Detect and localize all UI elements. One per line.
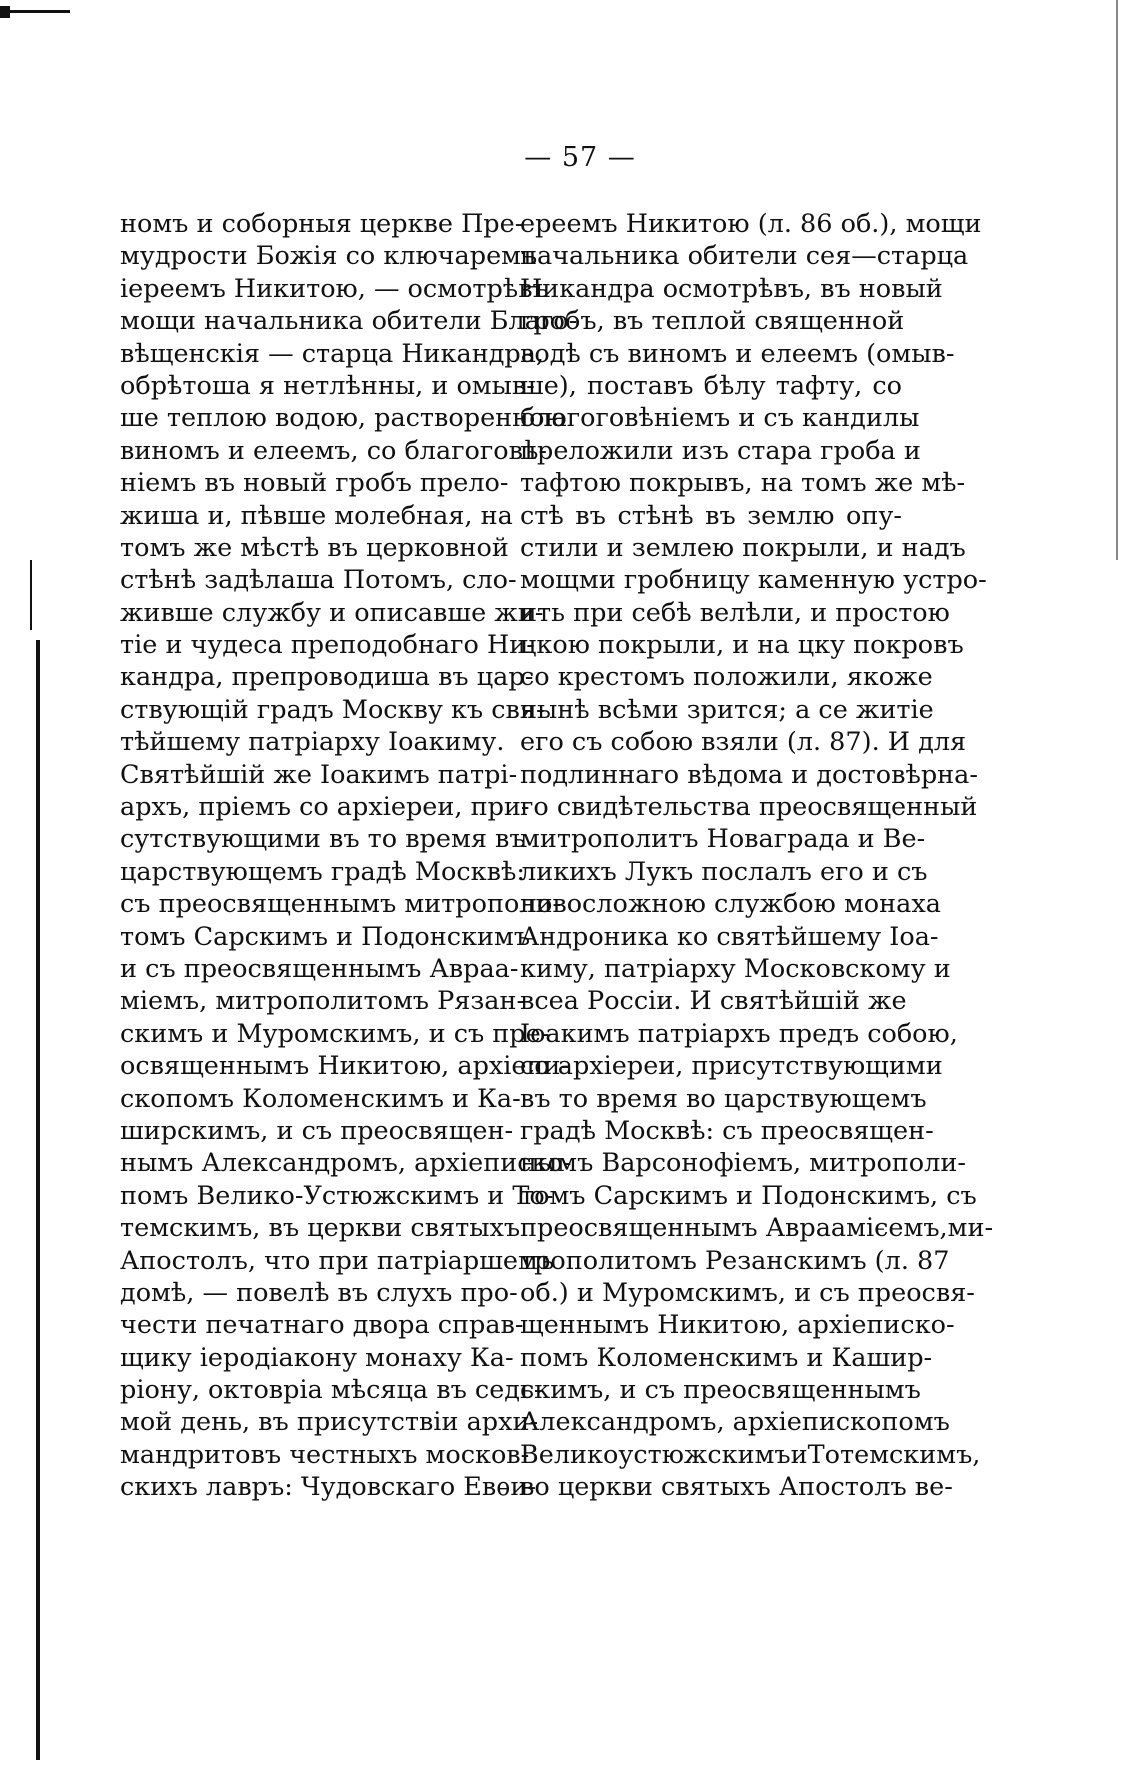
scan-edge-line-left-lower: [36, 640, 40, 1760]
text-line: со архіереи, присутствующими: [520, 1051, 943, 1082]
scan-edge-line-left: [30, 560, 32, 630]
text-line: обрѣтоша я нетлѣнны, и омыв-: [120, 370, 535, 401]
text-line: кандра, препроводиша въ цар-: [120, 662, 534, 693]
text-line: ВеликоустюжскимъиТотемскимъ,: [520, 1439, 981, 1470]
text-line: Андроника ко святѣйшему Іоа-: [520, 921, 939, 952]
text-line: ликихъ Лукъ послалъ его и съ: [520, 856, 928, 887]
text-line: іереемъ Никитою, — осмотрѣвъ: [120, 273, 549, 304]
text-line: номъ и соборныя церкве Пре-: [120, 209, 524, 239]
text-line: Святѣйшій же Іоакимъ патрі-: [120, 759, 518, 790]
text-line: киму, патріарху Московскому и: [520, 953, 951, 984]
text-line: ше), поставъ бѣлу тафту, со: [520, 370, 902, 401]
text-line: скимъ и Муромскимъ, и съ пре-: [120, 1018, 550, 1049]
text-line: живше службу и описавше жи-: [120, 597, 544, 628]
text-line: тафтою покрывъ, на томъ же мѣ-: [520, 468, 966, 499]
text-line: жиша и, пѣвше молебная, на: [120, 500, 513, 531]
text-line: новосложною службою монаха: [520, 889, 941, 920]
text-line: нымъ Варсонофіемъ, митрополи-: [520, 1148, 966, 1179]
text-line: преложили изъ стара гроба и: [520, 435, 921, 466]
text-line: мощи начальника обители Благо-: [120, 306, 578, 337]
scan-edge-line-right: [1116, 0, 1118, 560]
right-text-column: [520, 208, 994, 1504]
text-line: со крестомъ положили, якоже: [520, 662, 933, 693]
text-line: его съ собою взяли (л. 87). И для: [520, 727, 967, 758]
text-line: тѣйшему патріарху Іоакиму.: [120, 727, 505, 758]
text-line: міемъ, митрополитомъ Рязан-: [120, 986, 526, 1017]
text-line: ереемъ Никитою (л. 86 об.), мощи: [520, 209, 982, 239]
text-line: чести печатнаго двора справ-: [120, 1310, 524, 1341]
text-line: скопомъ Коломенскимъ и Ка-: [120, 1083, 521, 1114]
text-line: Никандра осмотрѣвъ, въ новый: [520, 273, 943, 304]
text-line: ствующій градъ Москву къ свя-: [120, 694, 545, 725]
text-line: ить при себѣ велѣли, и простою: [520, 597, 950, 628]
text-line: виномъ и елеемъ, со благоговѣ-: [120, 435, 547, 466]
text-line: скихъ лавръ: Чудовскаго Евѳи-: [120, 1472, 536, 1503]
text-line: мощми гробницу каменную устро-: [520, 565, 987, 596]
text-line: преосвященнымъ Авраамієемъ,ми-: [520, 1213, 994, 1244]
text-line: освященнымъ Никитою, архіепи-: [120, 1051, 570, 1082]
text-line: стили и землею покрыли, и надъ: [520, 532, 966, 563]
text-line: вѣщенскія — старца Никандра,: [120, 338, 545, 369]
text-line: об.) и Муромскимъ, и съ преосвя-: [520, 1277, 975, 1308]
text-line: градѣ Москвѣ: съ преосвящен-: [520, 1115, 934, 1146]
text-line: помъ Велико-Устюжскимъ и То-: [120, 1180, 554, 1211]
text-line: скимъ, и съ преосвященнымъ: [520, 1375, 921, 1406]
text-line: томъ же мѣстѣ въ церковной: [120, 532, 509, 563]
text-line: подлиннаго вѣдома и достовѣрна-: [520, 759, 978, 790]
text-line: всеа Россіи. И святѣйшій же: [520, 986, 907, 1017]
text-line: въ то время во царствующемъ: [520, 1083, 927, 1114]
text-line: благоговѣніемъ и съ кандилы: [520, 403, 920, 434]
text-line: гробъ, въ теплой священной: [520, 306, 905, 337]
text-line: стѣнѣ задѣлаша Потомъ, сло-: [120, 565, 517, 596]
text-line: нынѣ всѣми зрится; а се житіе: [520, 694, 934, 725]
text-line: стѣ въ стѣнѣ въ землю опу-: [520, 500, 902, 531]
text-line: тіе и чудеса преподобнаго Ни-: [120, 630, 535, 661]
text-line: Апостолъ, что при патріаршемъ: [120, 1245, 555, 1276]
text-line: ріону, октовріа мѣсяца въ седь-: [120, 1375, 543, 1406]
text-line: Александромъ, архіепископомъ: [520, 1407, 950, 1438]
text-line: томъ Сарскимъ и Подонскимъ, съ: [520, 1180, 977, 1211]
text-line: нымъ Александромъ, архіеписко-: [120, 1148, 572, 1179]
text-line: темскимъ, въ церкви святыхъ: [120, 1213, 521, 1244]
text-line: ше теплою водою, растворенною: [120, 403, 567, 434]
text-line: мандритовъ честныхъ москов-: [120, 1439, 530, 1470]
text-line: съ преосвященнымъ митрополи-: [120, 889, 562, 920]
text-line: и съ преосвященнымъ Авраа-: [120, 953, 519, 984]
text-line: во церкви святыхъ Апостолъ ве-: [520, 1472, 953, 1503]
text-line: щеннымъ Никитою, архіеписко-: [520, 1310, 955, 1341]
text-line: го свидѣтельства преосвященный: [520, 792, 978, 823]
text-line: начальника обители сея—старца: [520, 241, 969, 272]
text-line: сутствующими въ то время въ: [120, 824, 526, 855]
text-line: царствующемъ градѣ Москвѣ:: [120, 856, 525, 887]
text-line: мудрости Божія со ключаремъ: [120, 241, 538, 272]
text-line: мой день, въ присутствіи архи-: [120, 1407, 539, 1438]
text-line: цкою покрыли, и на цку покровъ: [520, 630, 964, 661]
left-text-column: [120, 208, 578, 1504]
scan-edge-mark-top: [0, 10, 70, 13]
text-line: домѣ, — повелѣ въ слухъ про-: [120, 1277, 518, 1308]
text-line: митрополитъ Новаграда и Ве-: [520, 824, 926, 855]
page-number: — 57 —: [524, 142, 636, 173]
text-line: щику іеродіакону монаху Ка-: [120, 1342, 514, 1373]
text-line: помъ Коломенскимъ и Кашир-: [520, 1342, 933, 1373]
text-line: ніемъ въ новый гробъ прело-: [120, 468, 509, 499]
text-line: Іоакимъ патріархъ предъ собою,: [520, 1018, 958, 1049]
scan-edge-mark-top-block: [0, 6, 10, 18]
text-line: ширскимъ, и съ преосвящен-: [120, 1115, 514, 1146]
text-line: трополитомъ Резанскимъ (л. 87: [520, 1245, 950, 1276]
text-line: томъ Сарскимъ и Подонскимъ: [120, 921, 531, 952]
text-line: водѣ съ виномъ и елеемъ (омыв-: [520, 338, 955, 369]
text-line: архъ, пріемъ со архіереи, при-: [120, 792, 530, 823]
